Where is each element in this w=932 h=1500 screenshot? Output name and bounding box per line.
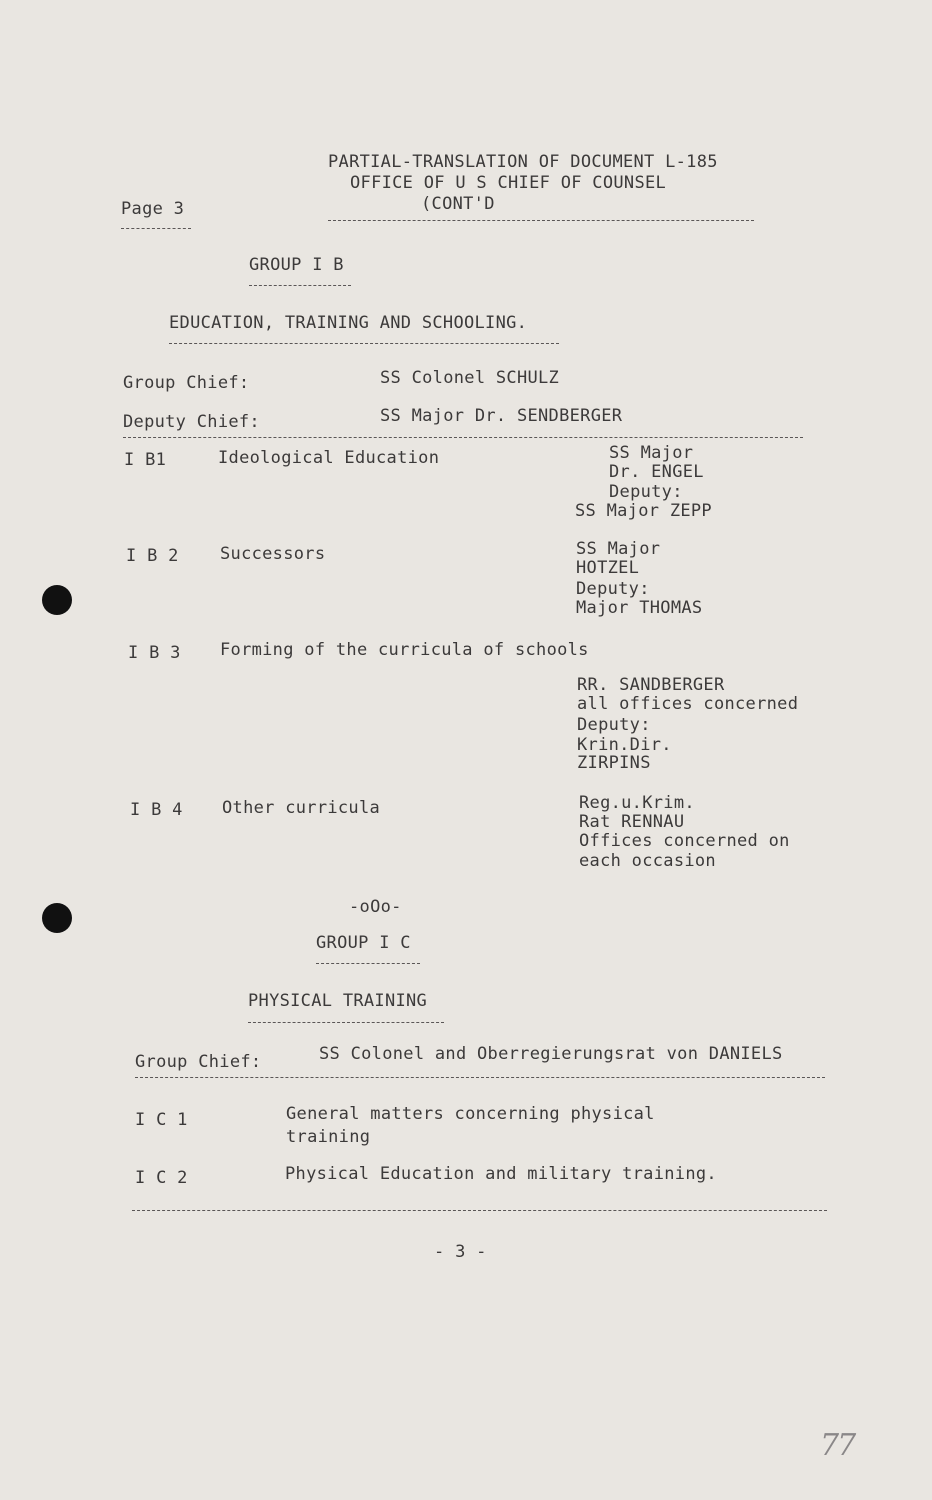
row-ib1-official: Dr. ENGEL: [609, 462, 704, 482]
row-ib3-official: Deputy:: [577, 715, 651, 735]
row-ib4-code: I B 4: [130, 800, 183, 820]
row-ic2-name: Physical Education and military training.: [285, 1164, 717, 1184]
group-ib-deputy-value: SS Major Dr. SENDBERGER: [380, 406, 623, 426]
punch-hole-top: [42, 585, 72, 615]
group-ic-subtitle: PHYSICAL TRAINING: [248, 991, 428, 1011]
punch-hole-bottom: [42, 903, 72, 933]
row-ib4-official: each occasion: [579, 851, 716, 871]
group-ic-chief-value: SS Colonel and Oberregierungsrat von DANIELS: [319, 1044, 783, 1064]
row-ic1-code: I C 1: [135, 1110, 188, 1130]
group-ib-chief-label: Group Chief:: [123, 373, 250, 393]
row-ib4-official: Offices concerned on: [579, 831, 790, 851]
row-ib4-name: Other curricula: [222, 798, 381, 818]
group-ib-subtitle: EDUCATION, TRAINING AND SCHOOLING.: [169, 313, 528, 333]
group-ib-chief-value: SS Colonel SCHULZ: [380, 368, 560, 388]
row-ib3-code: I B 3: [128, 643, 181, 663]
row-ib1-official: Deputy:: [609, 482, 683, 502]
row-ib2-official: SS Major: [576, 539, 661, 559]
page-label-underline: [121, 228, 191, 229]
row-ib3-official: ZIRPINS: [577, 753, 651, 773]
group-ic-title: GROUP I C: [316, 933, 411, 953]
header-line-3: (CONT'D: [421, 194, 495, 214]
row-ib1-code: I B1: [124, 450, 167, 470]
group-ib-deputy-label: Deputy Chief:: [123, 412, 260, 432]
row-ib1-official: SS Major ZEPP: [575, 501, 712, 521]
row-ib3-name: Forming of the curricula of schools: [220, 640, 589, 660]
group-ib-subtitle-underline: [169, 343, 559, 344]
group-ic-divider: [135, 1077, 825, 1078]
row-ib3-official: RR. SANDBERGER: [577, 675, 725, 695]
header-underline: [328, 220, 754, 221]
footer-divider: [132, 1210, 827, 1211]
group-ib-title: GROUP I B: [249, 255, 344, 275]
group-ib-divider: [123, 437, 803, 438]
page-number: - 3 -: [434, 1242, 487, 1262]
group-ib-title-underline: [249, 285, 351, 286]
row-ib4-official: Reg.u.Krim.: [579, 793, 695, 813]
handwritten-number: 77: [820, 1428, 855, 1463]
row-ib1-name: Ideological Education: [218, 448, 440, 468]
row-ib2-official: Major THOMAS: [576, 598, 703, 618]
row-ib2-official: HOTZEL: [576, 558, 640, 578]
row-ib4-official: Rat RENNAU: [579, 812, 685, 832]
section-separator: -oOo-: [349, 897, 402, 917]
row-ib1-official: SS Major: [609, 443, 694, 463]
row-ic1-name: General matters concerning physical: [286, 1104, 655, 1124]
header-line-2: OFFICE OF U S CHIEF OF COUNSEL: [350, 173, 667, 193]
row-ib2-code: I B 2: [126, 546, 179, 566]
group-ic-chief-label: Group Chief:: [135, 1052, 262, 1072]
row-ic2-code: I C 2: [135, 1168, 188, 1188]
row-ib3-official: Krin.Dir.: [577, 735, 672, 755]
page-label: Page 3: [121, 199, 185, 219]
row-ib3-official: all offices concerned: [577, 694, 799, 714]
header-line-1: PARTIAL-TRANSLATION OF DOCUMENT L-185: [328, 152, 718, 172]
row-ic1-name-cont: training: [286, 1127, 371, 1147]
row-ib2-official: Deputy:: [576, 579, 650, 599]
group-ic-title-underline: [316, 963, 420, 964]
group-ic-subtitle-underline: [248, 1022, 444, 1023]
row-ib2-name: Successors: [220, 544, 326, 564]
